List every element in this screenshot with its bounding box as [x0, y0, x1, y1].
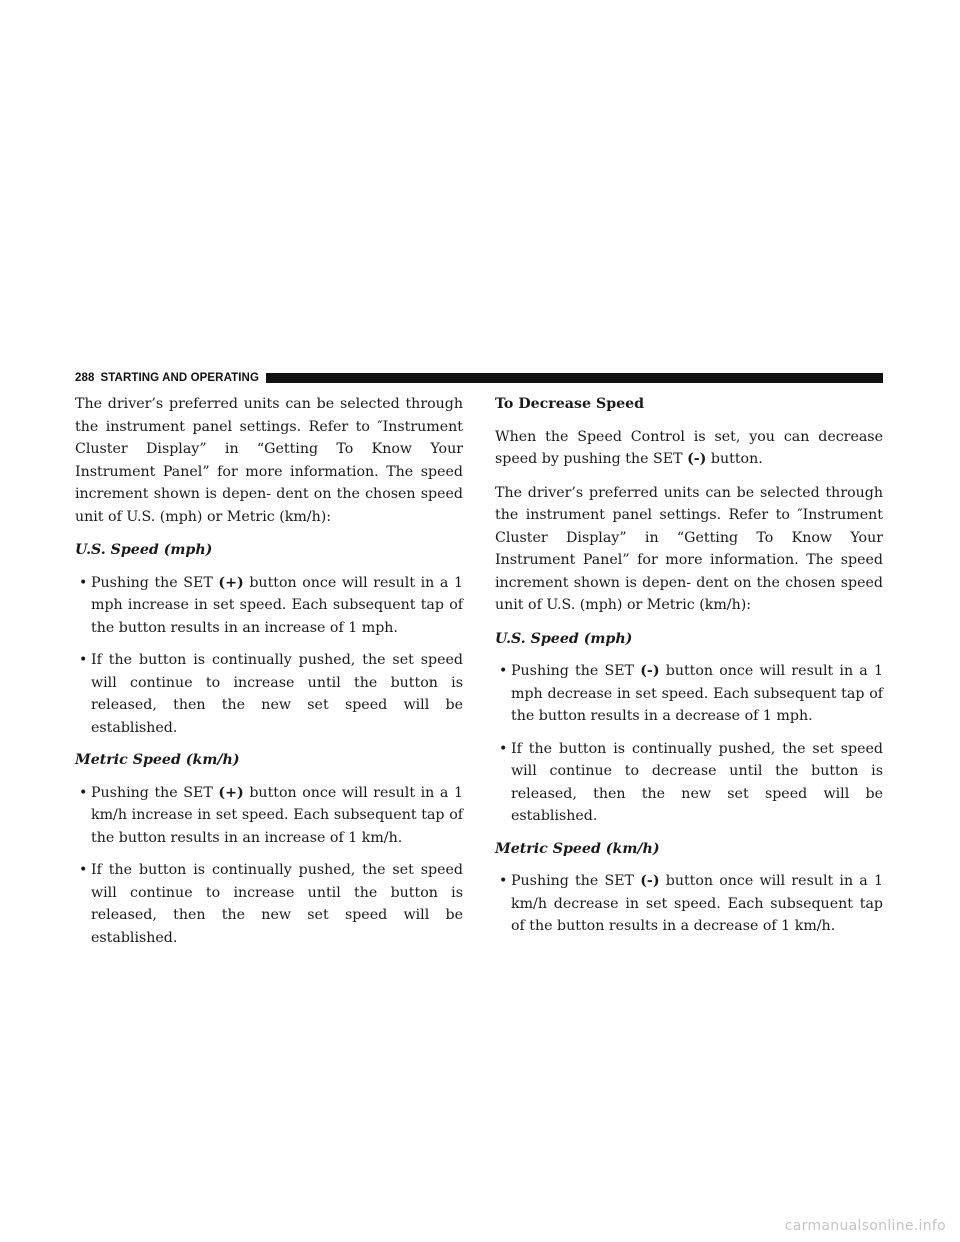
right-column [495, 393, 883, 948]
set-plus-label: (+) [218, 784, 244, 801]
us-speed-heading: U.S. Speed (mph) [495, 630, 633, 647]
set-minus-label: (-) [640, 663, 660, 679]
bullet-icon: • [79, 784, 88, 801]
section-title: STARTING AND OPERATING [100, 372, 260, 384]
page-number: 288 [75, 372, 95, 384]
list-item: • Pushing the SET (-) button once will result in a 1 km/h decrease in set speed. Each subsequent tap of the button results in a decrease of 1 km/h. [495, 870, 883, 938]
bullet-icon: • [499, 740, 508, 757]
header-rule [266, 373, 883, 383]
us-speed-heading: U.S. Speed (mph) [75, 542, 213, 558]
decrease-intro-paragraph: When the Speed Control is set, you can decrease speed by pushing the SET (-) button. [495, 428, 883, 467]
decrease-speed-heading: To Decrease Speed [495, 396, 645, 412]
bullet-icon: • [79, 574, 88, 591]
left-column [75, 393, 463, 959]
list-item: • If the button is continually pushed, the set speed will continue to increase until the button is released, then the new set speed will be established. [75, 649, 463, 739]
bullet-icon: • [79, 862, 88, 878]
bullet-icon: • [79, 652, 88, 668]
set-plus-label: (+) [218, 574, 244, 591]
list-item: • Pushing the SET (+) button once will result in a 1 mph increase in set speed. Each subsequent tap of the button results in an increase of 1 mph. [75, 572, 463, 640]
page-header [75, 371, 883, 385]
watermark-link[interactable]: carmanualsonline.info [784, 1218, 946, 1234]
units-intro-paragraph: The driver’s preferred units can be selected through the instrument panel settings. Refer to ″Instrument Cluster Display” in “Getting To Know Your Instrument Panel” for more information. The speed increment shown is depen- dent on the chosen speed unit of U.S. (mph) or Metric (km/h): [75, 396, 463, 525]
metric-speed-heading: Metric Speed (km/h) [75, 752, 240, 768]
bullet-icon: • [499, 873, 508, 889]
units-intro-paragraph: The driver’s preferred units can be selected through the instrument panel settings. Refer to ″Instrument Cluster Display” in “Getting To Know Your Instrument Panel” for more information. The speed increment shown is depen- dent on the chosen speed unit of U.S. (mph) or Metric (km/h): [495, 484, 883, 613]
set-minus-label: (-) [640, 873, 660, 889]
bullet-icon: • [499, 663, 508, 679]
list-item: • Pushing the SET (-) button once will result in a 1 mph decrease in set speed. Each subsequent tap of the button results in a decrease of 1 mph. [495, 660, 883, 728]
list-item: • If the button is continually pushed, the set speed will continue to increase until the button is released, then the new set speed will be established. [75, 859, 463, 949]
metric-speed-heading: Metric Speed (km/h) [495, 840, 660, 857]
list-item: • If the button is continually pushed, the set speed will continue to decrease until the button is released, then the new set speed will be established. [495, 738, 883, 828]
set-minus-label: (-) [687, 451, 707, 467]
list-item: • Pushing the SET (+) button once will result in a 1 km/h increase in set speed. Each subsequent tap of the button results in an increase of 1 km/h. [75, 782, 463, 850]
